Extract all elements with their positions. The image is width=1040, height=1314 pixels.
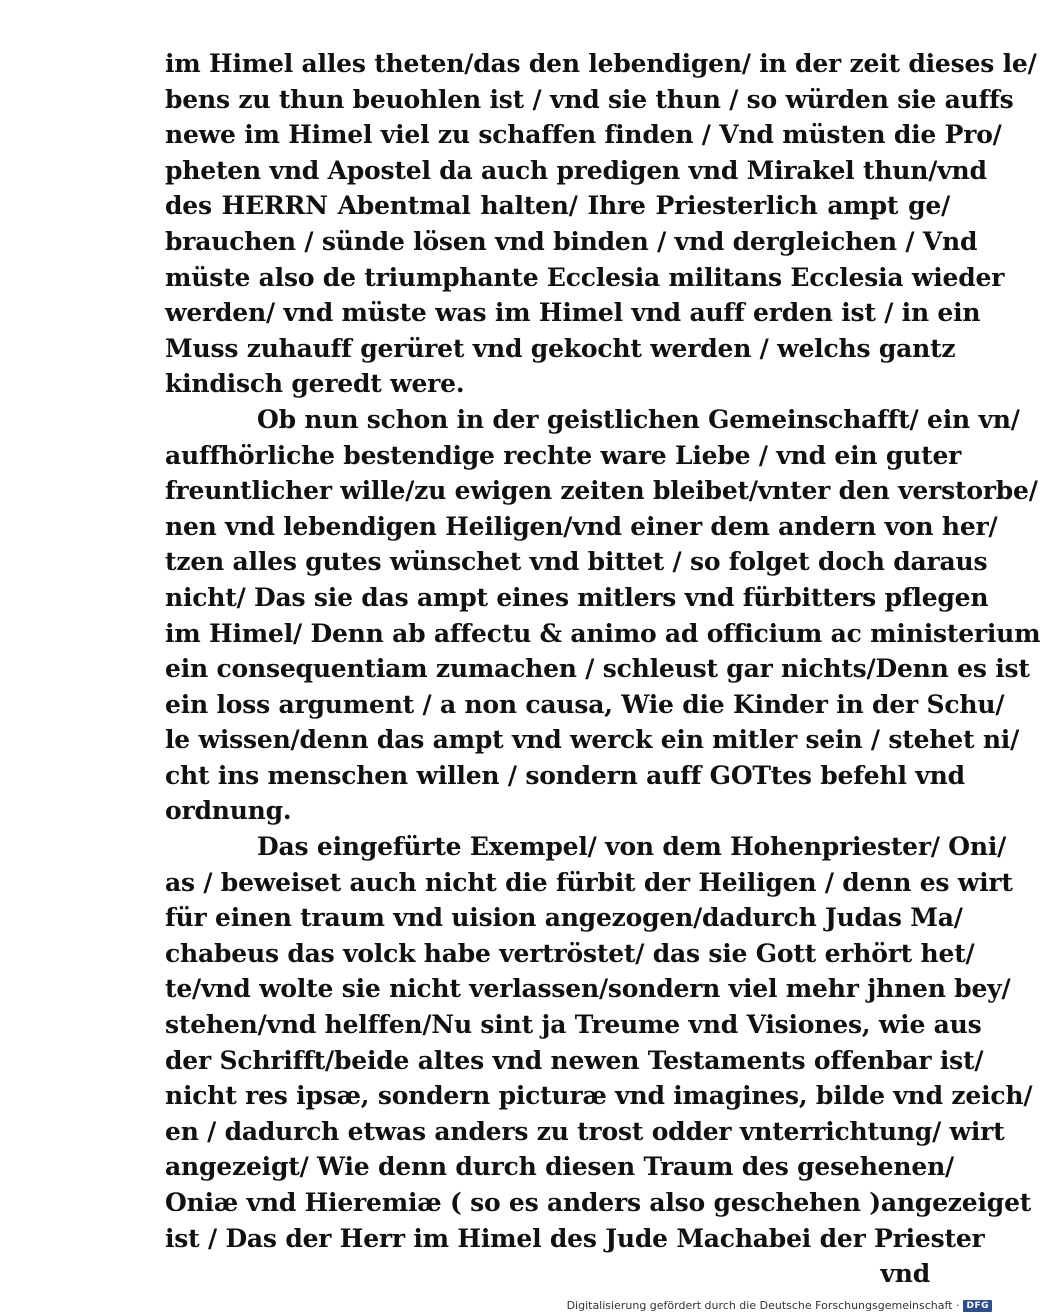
text-line: der Schrifft/beide altes vnd newen Testaments offenbar ist/ xyxy=(165,1045,984,1075)
text-line: bens zu thun beuohlen ist / vnd sie thun / so würden sie auffs xyxy=(165,84,1014,114)
paragraph-end-line: kindisch geredt were. xyxy=(165,369,465,399)
text-line: nicht res ipsæ, sondern picturæ vnd imagines, bilde vnd zeich/ xyxy=(165,1081,1033,1111)
text-line: für einen traum vnd uision angezogen/dadurch Judas Ma/ xyxy=(165,903,963,933)
text-line: en / dadurch etwas anders zu trost odder vnterrichtung/ wirt xyxy=(165,1116,1005,1146)
text-line: werden/ vnd müste was im Himel vnd auff erden ist / in ein xyxy=(165,298,981,328)
text-line: cht ins menschen willen / sondern auff GOTtes befehl vnd xyxy=(165,760,965,790)
text-line: freuntlicher wille/zu ewigen zeiten bleibet/vnter den verstorbe/ xyxy=(165,476,1038,506)
text-line: Oniæ vnd Hieremiæ ( so es anders also geschehen )angezeiget xyxy=(165,1188,1032,1217)
text-line: tzen alles gutes wünschet vnd bittet / so folget doch daraus xyxy=(165,547,988,577)
text-line: im Himel/ Denn ab affectu & animo ad officium ac ministerium xyxy=(165,618,1040,648)
text-line: müste also de triumphante Ecclesia militans Ecclesia wieder xyxy=(165,262,1005,292)
digitization-credit xyxy=(567,1299,992,1312)
text-line: ein loss argument / a non causa, Wie die Kinder in der Schu/ xyxy=(165,689,1005,719)
paragraph-start-line: Ob nun schon in der geistlichen Gemeinschafft/ ein vn/ xyxy=(257,404,1020,434)
text-line: pheten vnd Apostel da auch predigen vnd Mirakel thun/vnd xyxy=(165,155,987,185)
text-line: im Himel alles theten/das den lebendigen/ in der zeit dieses le/ xyxy=(165,49,1037,78)
text-line: nicht/ Das sie das ampt eines mitlers vnd fürbitters pflegen xyxy=(165,582,989,612)
text-line: Muss zuhauff gerüret vnd gekocht werden / welchs gantz xyxy=(165,333,956,363)
paragraph-start-line: Das eingefürte Exempel/ von dem Hohenpriester/ Oni/ xyxy=(257,832,1007,862)
text-line: te/vnd wolte sie nicht verlassen/sondern viel mehr jhnen bey/ xyxy=(165,974,1011,1004)
text-line: newe im Himel viel zu schaffen finden / Vnd müsten die Pro/ xyxy=(165,120,1002,150)
text-line: as / beweiset auch nicht die fürbit der Heiligen / denn es wirt xyxy=(165,867,1013,897)
text-line: stehen/vnd helffen/Nu sint ja Treume vnd Visiones, wie aus xyxy=(165,1010,982,1040)
body-text xyxy=(165,46,1040,1292)
text-line: chabeus das volck habe vertröstet/ das sie Gott erhört het/ xyxy=(165,938,975,968)
text-line: le wissen/denn das ampt vnd werck ein mitler sein / stehet ni/ xyxy=(165,725,1020,755)
text-line: angezeigt/ Wie denn durch diesen Traum des gesehenen/ xyxy=(165,1152,954,1182)
dfg-logo-icon: DFG xyxy=(963,1300,992,1312)
text-line: auffhörliche bestendige rechte ware Liebe / vnd ein guter xyxy=(165,440,962,470)
text-line: brauchen / sünde lösen vnd binden / vnd dergleichen / Vnd xyxy=(165,226,978,256)
catchword: vnd xyxy=(880,1259,930,1289)
text-line: des HERRN Abentmal halten/ Ihre Priesterlich ampt ge/ xyxy=(165,191,950,221)
paragraph-end-line: ordnung. xyxy=(165,796,292,826)
credit-text: Digitalisierung gefördert durch die Deutsche Forschungsgemeinschaft · xyxy=(566,1299,960,1312)
text-line: ist / Das der Herr im Himel des Jude Machabei der Priester xyxy=(165,1223,985,1253)
text-line: ein consequentiam zumachen / schleust gar nichts/Denn es ist xyxy=(165,654,1030,684)
text-line: nen vnd lebendigen Heiligen/vnd einer dem andern von her/ xyxy=(165,511,998,541)
